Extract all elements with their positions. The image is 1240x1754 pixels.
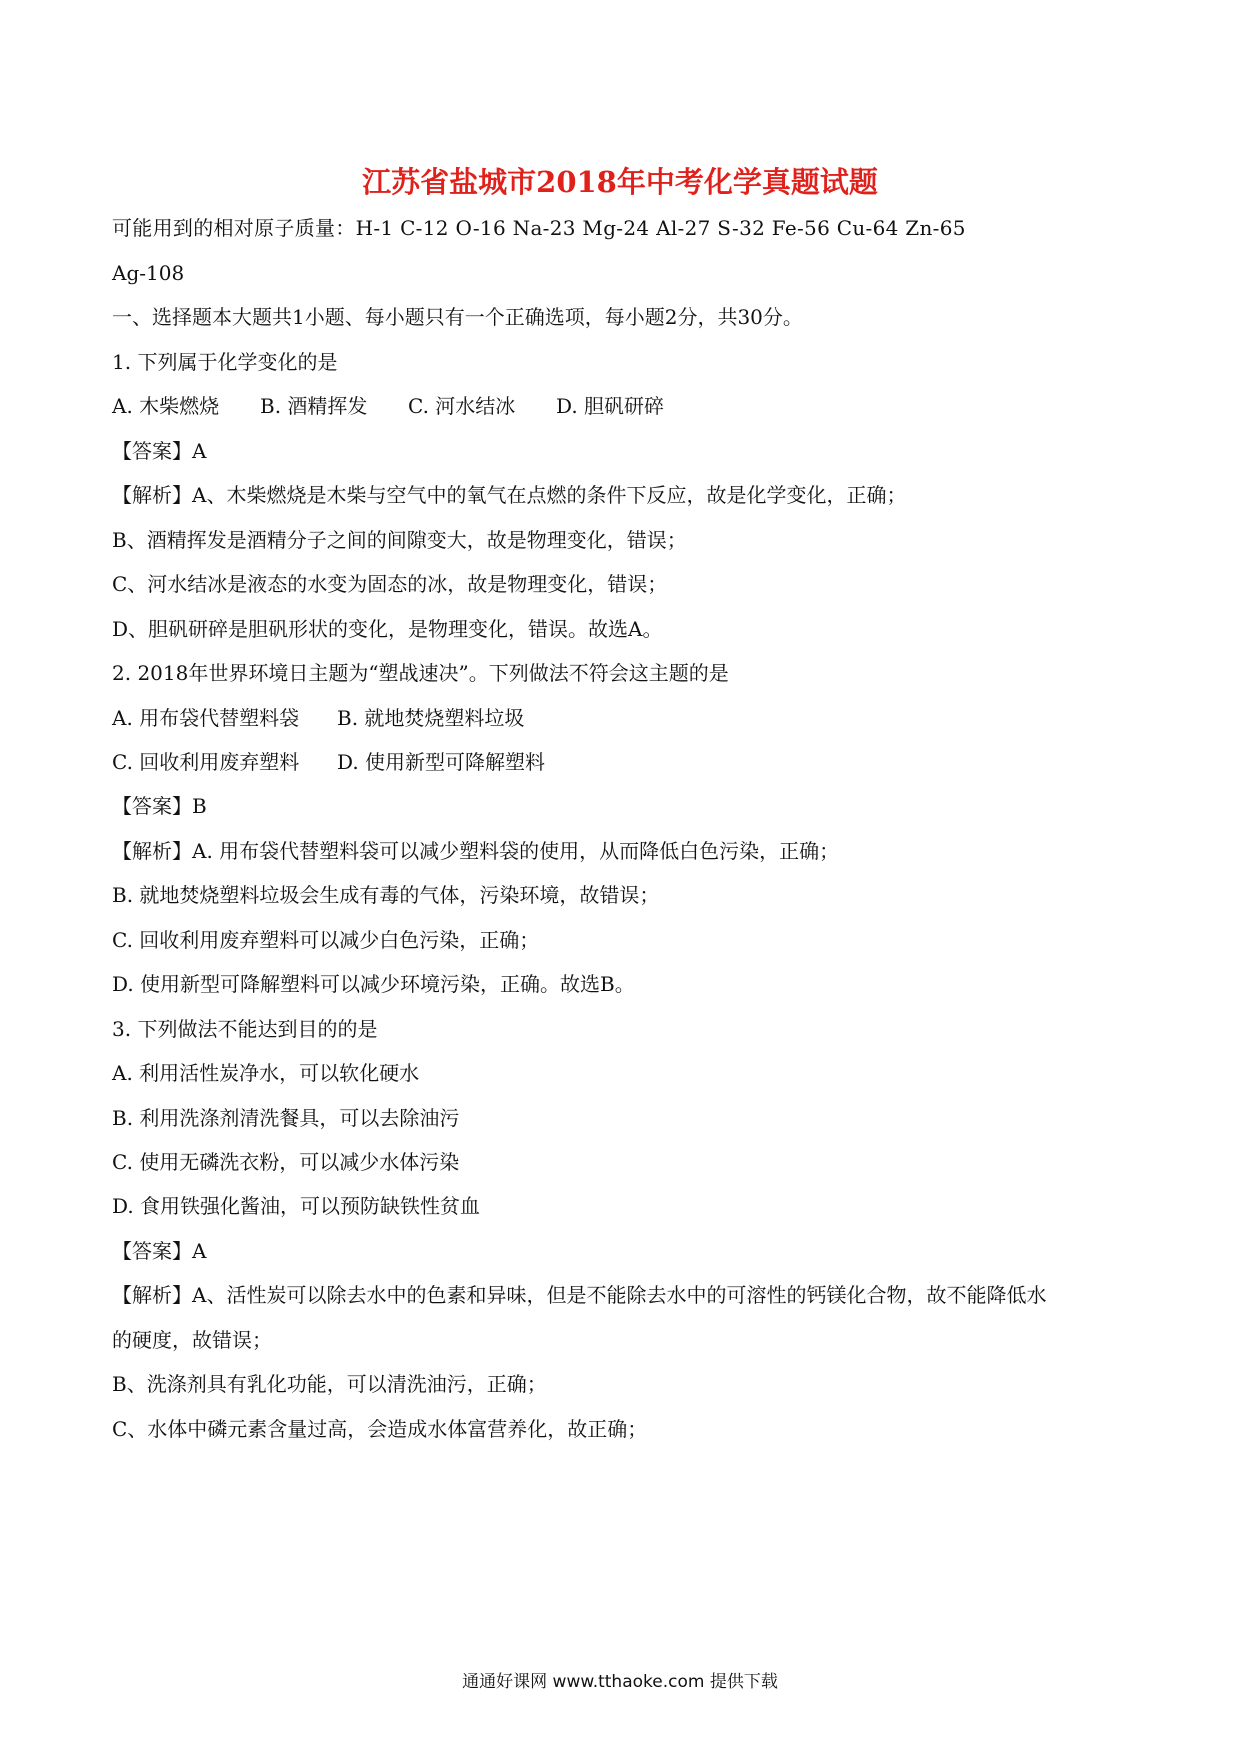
question-3-analysis-4: C、水体中磷元素含量过高，会造成水体富营养化，故正确； — [112, 1417, 648, 1441]
question-3-option-d: D. 食用铁强化酱油，可以预防缺铁性贫血 — [112, 1194, 481, 1218]
question-2-stem: 2. 2018年世界环境日主题为“塑战速决”。下列做法不符会这主题的是 — [112, 661, 729, 685]
option-c: C. 河水结冰 — [408, 394, 516, 418]
question-3-analysis-1: 【解析】A、活性炭可以除去水中的色素和异味，但是不能除去水中的可溶性的钙镁化合物，故不能降低水 — [112, 1283, 1047, 1307]
question-1-analysis-4: D、胆矾研碎是胆矾形状的变化，是物理变化，错误。故选A。 — [112, 617, 663, 641]
option-a: A. 用布袋代替塑料袋 — [112, 706, 300, 730]
question-3-option-c: C. 使用无磷洗衣粉，可以减少水体污染 — [112, 1150, 460, 1174]
question-2-analysis-3: C. 回收利用废弃塑料可以减少白色污染，正确； — [112, 928, 540, 952]
question-2-analysis-2: B. 就地焚烧塑料垃圾会生成有毒的气体，污染环境，故错误； — [112, 883, 660, 907]
option-a: A. 木柴燃烧 — [112, 394, 220, 418]
question-1-analysis-1: 【解析】A、木柴燃烧是木柴与空气中的氧气在点燃的条件下反应，故是化学变化，正确； — [112, 483, 907, 507]
atomic-mass-line-2: Ag-108 — [112, 261, 185, 285]
option-b: B. 就地焚烧塑料垃圾 — [337, 706, 525, 730]
page-title: 江苏省盐城市2018年中考化学真题试题 — [362, 165, 878, 199]
question-1-stem: 1. 下列属于化学变化的是 — [112, 350, 338, 374]
question-2-options-row-2 — [112, 747, 545, 777]
question-3-analysis-2: 的硬度，故错误； — [112, 1328, 272, 1352]
question-1-answer: 【答案】A — [112, 439, 207, 463]
question-1-options — [112, 391, 664, 421]
question-3-analysis-3: B、洗涤剂具有乳化功能，可以清洗油污，正确； — [112, 1372, 547, 1396]
question-2-options-row-1 — [112, 703, 524, 733]
option-d: D. 使用新型可降解塑料 — [337, 750, 546, 774]
question-3-answer: 【答案】A — [112, 1239, 207, 1263]
question-3-option-a: A. 利用活性炭净水，可以软化硬水 — [112, 1061, 420, 1085]
section-heading: 一、选择题本大题共1小题、每小题只有一个正确选项，每小题2分，共30分。 — [112, 305, 803, 329]
question-2-analysis-4: D. 使用新型可降解塑料可以减少环境污染，正确。故选B。 — [112, 972, 635, 996]
question-1-analysis-3: C、河水结冰是液态的水变为固态的冰，故是物理变化，错误； — [112, 572, 668, 596]
question-2-answer: 【答案】B — [112, 794, 207, 818]
question-3-option-b: B. 利用洗涤剂清洗餐具，可以去除油污 — [112, 1106, 460, 1130]
question-3-stem: 3. 下列做法不能达到目的的是 — [112, 1017, 378, 1041]
atomic-mass-line-1: 可能用到的相对原子质量：H-1 C-12 O-16 Na-23 Mg-24 Al-27 S-32 Fe-56 Cu-64 Zn-65 — [112, 216, 966, 240]
option-d: D. 胆矾研碎 — [556, 394, 665, 418]
option-b: B. 酒精挥发 — [260, 394, 368, 418]
option-c: C. 回收利用废弃塑料 — [112, 750, 300, 774]
question-2-analysis-1: 【解析】A. 用布袋代替塑料袋可以减少塑料袋的使用，从而降低白色污染，正确； — [112, 839, 840, 863]
page-footer: 通通好课网 www.tthaoke.com 提供下载 — [462, 1672, 778, 1692]
question-1-analysis-2: B、酒精挥发是酒精分子之间的间隙变大，故是物理变化，错误； — [112, 528, 687, 552]
